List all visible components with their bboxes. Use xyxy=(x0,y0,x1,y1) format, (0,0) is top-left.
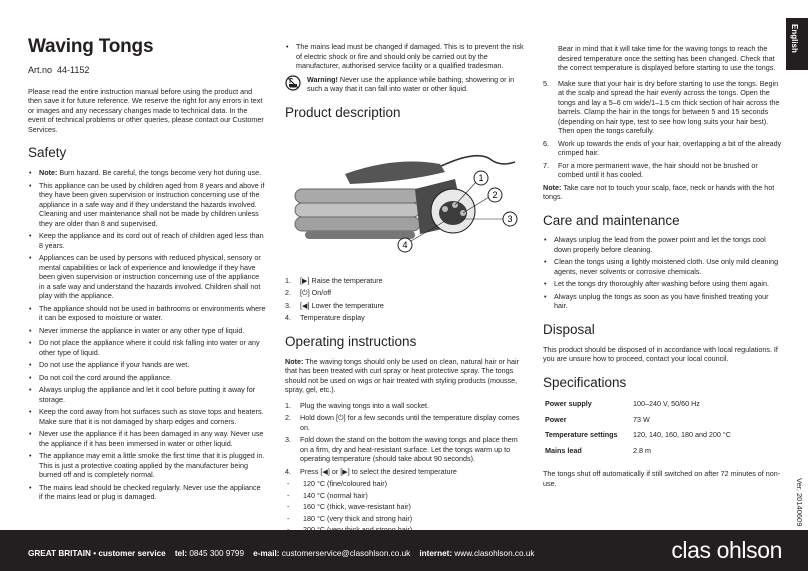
spec-value: 2.8 m xyxy=(633,445,651,455)
part-number: 3. xyxy=(285,300,291,310)
column-2 xyxy=(285,42,525,537)
temperature-option: - 160 °C (thick, wave-resistant hair) xyxy=(285,502,525,512)
step-item xyxy=(543,139,783,158)
auto-off-text: The tongs shut off automatically if still switched on after 72 minutes of non-use. xyxy=(543,469,781,488)
part-bracket: [ xyxy=(300,300,302,310)
callout-3 xyxy=(503,212,517,226)
safety-item: • Do not use the appliance if your hands are wet. xyxy=(28,360,266,370)
step-number: 3. xyxy=(285,435,291,445)
brand-logo: clas ohlson xyxy=(671,537,782,563)
safety-heading: Safety xyxy=(28,145,67,161)
spec-value: 120, 140, 160, 180 and 200 °C xyxy=(633,430,731,440)
care-item: • Always unplug the lead from the power point and let the tongs cool down properly before cleaning. xyxy=(543,235,783,254)
spec-row xyxy=(545,399,731,413)
safety-list xyxy=(28,168,266,502)
part-number: 4. xyxy=(285,313,291,323)
waving-barrels xyxy=(295,189,420,239)
part-label: ] Raise the temperature xyxy=(307,275,383,285)
temperature-option: - 140 °C (normal hair) xyxy=(285,491,525,501)
specifications-heading: Specifications xyxy=(543,374,627,390)
care-item: • Let the tongs dry thoroughly after washing before using them again. xyxy=(543,279,783,289)
callout-2 xyxy=(488,188,502,202)
spec-key: Mains lead xyxy=(545,445,582,455)
step-item xyxy=(285,413,525,432)
language-tab xyxy=(786,18,808,70)
part-item xyxy=(285,301,525,311)
warning-label: Warning! xyxy=(307,74,338,84)
spec-key: Temperature settings xyxy=(545,430,618,440)
step-number: 4. xyxy=(285,466,291,476)
step-text: Plug the waving tongs into a wall socket. xyxy=(300,400,430,410)
callout-1 xyxy=(474,171,488,185)
part-number: 1. xyxy=(285,275,291,285)
hot-tongs-note: Note: Take care not to touch your scalp, face, neck or hands with the hot tongs. xyxy=(543,182,775,201)
step-item xyxy=(543,161,783,180)
step-text: Hold down [⏻] for a few seconds until the temperature display comes on. xyxy=(300,413,520,432)
svg-text:2: 2 xyxy=(492,190,498,201)
safety-note: • Note: Burn hazard. Be careful, the tongs become very hot during use. xyxy=(28,168,266,178)
part-bracket: [ xyxy=(300,288,302,298)
part-label: ] On/off xyxy=(307,288,332,298)
callout-4 xyxy=(398,238,412,252)
warning-text: Never use the appliance while bathing, showering or in such a way that it can fall into water or other liquid. xyxy=(307,74,515,93)
care-item: • Always unplug the tongs as soon as you have finished treating your hair. xyxy=(543,292,783,311)
temperature-option: - 120 °C (fine/coloured hair) xyxy=(285,479,525,489)
safety-item: • The mains lead should be checked regularly. Never use the appliance if the mains lead or plug is damaged. xyxy=(28,483,266,502)
care-heading: Care and maintenance xyxy=(543,212,680,228)
part-icon: ▶ xyxy=(302,275,308,285)
no-bathing-icon xyxy=(285,75,301,91)
language-tab-label: English xyxy=(790,24,799,53)
part-label: ] Lower the temperature xyxy=(307,300,384,310)
safety-item: • Keep the cord away from hot surfaces such as stove tops and heaters. Make sure that it is not damaged by sharp edges and corners. xyxy=(28,407,266,426)
disposal-heading: Disposal xyxy=(543,321,595,337)
step-item xyxy=(285,435,525,464)
safety-item: • This appliance can be used by children aged from 8 years and above if they have been given supervision or instruction concerning use of the appliance in a safe way and if they understand the hazards involved. Cleaning and user maintenance shall not be made by children unless they are older than 8 and supervised. xyxy=(28,181,266,229)
disposal-text: This product should be disposed of in accordance with local regulations. If you are unsure how to proceed, contact your local council. xyxy=(543,344,778,364)
mains-lead-note: • The mains lead must be changed if damaged. This is to prevent the risk of electric shock or fire and should only be carried out by the manufacturer, authorised service facility or a qualified tradesman. xyxy=(285,42,525,71)
spec-key: Power supply xyxy=(545,399,592,409)
step-number: 5. xyxy=(543,78,549,88)
part-icon: ⏻ xyxy=(302,288,308,298)
safety-item: • Never immerse the appliance in water or any other type of liquid. xyxy=(28,326,266,336)
svg-text:4: 4 xyxy=(402,240,408,251)
spec-row xyxy=(545,415,731,429)
email-address[interactable]: customerservice@clasohlson.co.uk xyxy=(281,549,411,558)
spec-value: 100–240 V, 50/60 Hz xyxy=(633,399,700,409)
operating-instructions-heading: Operating instructions xyxy=(285,333,417,349)
safety-item: • Keep the appliance and its cord out of reach of children aged less than 8 years. xyxy=(28,231,266,250)
product-illustration xyxy=(285,129,525,267)
steps-list xyxy=(285,401,525,477)
control-button xyxy=(442,206,448,212)
handle-clamp xyxy=(345,162,445,184)
power-cord xyxy=(435,156,515,169)
step-item xyxy=(285,401,525,411)
step-number: 1. xyxy=(285,400,291,410)
temperature-list xyxy=(285,479,525,535)
page-title: Waving Tongs xyxy=(28,36,154,57)
care-list xyxy=(543,235,783,311)
product-description-heading: Product description xyxy=(285,104,401,120)
footer xyxy=(0,530,808,571)
operating-note: Note: The waving tongs should only be used on clean, natural hair or hair that has been treated with curl spray or heat protective spray. The tongs should not be used on wigs or hair treated with styling products (mousse, spray, gel, etc.). xyxy=(285,356,520,395)
safety-item: • Appliances can be used by persons with reduced physical, sensory or mental capabilities or lack of experience and knowledge if they have been given supervision or instruction concerning use of the appliance in a safe way and understand the hazards involved. Children shall not play with the appliance. xyxy=(28,253,266,301)
part-number: 2. xyxy=(285,288,291,298)
part-item xyxy=(285,288,525,298)
parts-list xyxy=(285,276,525,323)
care-item: • Clean the tongs using a lightly moistened cloth. Use only mild cleaning agents, never solvents or corrosive chemicals. xyxy=(543,257,783,276)
article-number: Art.no 44-1152 xyxy=(28,65,90,76)
part-icon: ◀ xyxy=(302,300,308,310)
step-text: Work up towards the ends of your hair, overlapping a bit of the already crimped hair. xyxy=(558,138,782,157)
safety-item: • Always unplug the appliance and let it cool before putting it away for storage. xyxy=(28,385,266,404)
phone-number: 0845 300 9799 xyxy=(189,549,245,558)
step-text: Fold down the stand on the bottom the waving tongs and place them on a firm, dry and heat-resistant surface. Let the tongs warm up to operating temperature (should take about 90 seconds). xyxy=(300,435,518,464)
steps-list-continued xyxy=(543,79,783,180)
version-label: Ver. 20140609 xyxy=(795,478,804,527)
step-number: 7. xyxy=(543,160,549,170)
step-text: For a more permanent wave, the hair should not be brushed or combed until it has cooled. xyxy=(558,160,758,179)
website-link[interactable]: www.clasohlson.co.uk xyxy=(454,549,535,558)
warning-box xyxy=(285,75,525,94)
step-number: 2. xyxy=(285,413,291,423)
part-item xyxy=(285,276,525,286)
spec-row xyxy=(545,446,731,460)
svg-text:1: 1 xyxy=(478,173,484,184)
step-text: Press [◀] or [▶] to select the desired temperature xyxy=(300,466,457,476)
safety-item: • The appliance may emit a little smoke the first time that it is plugged in. This is just a protective coating applied by the manufacturer being burned off and is completely normal. xyxy=(28,451,266,480)
step-text: Make sure that your hair is dry before starting to use the tongs. Begin at the scalp and spread the hair evenly across the tongs. Open the tongs and lay a 5–6 cm wide/1–1.5 cm thick section of hair across the barrels. Clamp the hair in the tongs for between 5 and 15 seconds (depending on hair type, test to see how long suits your hair best). Then open the tongs carefully. xyxy=(558,78,780,135)
part-label: Temperature display xyxy=(300,313,365,323)
column-1 xyxy=(28,34,266,505)
specifications-table xyxy=(543,397,733,461)
safety-item: • The appliance should not be used in bathrooms or environments where it can be exposed to moisture or water. xyxy=(28,304,266,323)
footer-contact: GREAT BRITAIN • customer service tel: 0845 300 9799 e-mail: customerservice@clasohlson.co.uk internet: www.clasohlson.co.uk xyxy=(28,549,535,558)
step-item xyxy=(543,79,783,136)
step-item xyxy=(285,467,525,477)
temperature-option: - 180 °C (very thick and strong hair) xyxy=(285,514,525,524)
safety-item: • Never use the appliance if it has been damaged in any way. Never use the appliance if it has been immersed in water or other liquid. xyxy=(28,429,266,448)
part-item xyxy=(285,313,525,323)
spec-key: Power xyxy=(545,414,567,424)
safety-item: • Do not place the appliance where it could risk falling into water or any other type of liquid. xyxy=(28,338,266,357)
svg-text:3: 3 xyxy=(507,214,513,225)
column-3 xyxy=(543,44,783,494)
step-number: 6. xyxy=(543,138,549,148)
spec-row xyxy=(545,430,731,444)
temperature-wait-text: Bear in mind that it will take time for the waving tongs to reach the desired temperature once the setting has been changed. Check that the correct temperature is displayed before starting to use the tongs. xyxy=(558,44,776,72)
spec-value: 73 W xyxy=(633,414,650,424)
intro-text: Please read the entire instruction manual before using the product and then save it for future reference. We reserve the right for any errors in text or images and any necessary changes made to technical data. In the event of technical problems or other queries, please contact our Customer Services. xyxy=(28,86,264,134)
safety-item: • Do not coil the cord around the appliance. xyxy=(28,373,266,383)
part-bracket: [ xyxy=(300,275,302,285)
